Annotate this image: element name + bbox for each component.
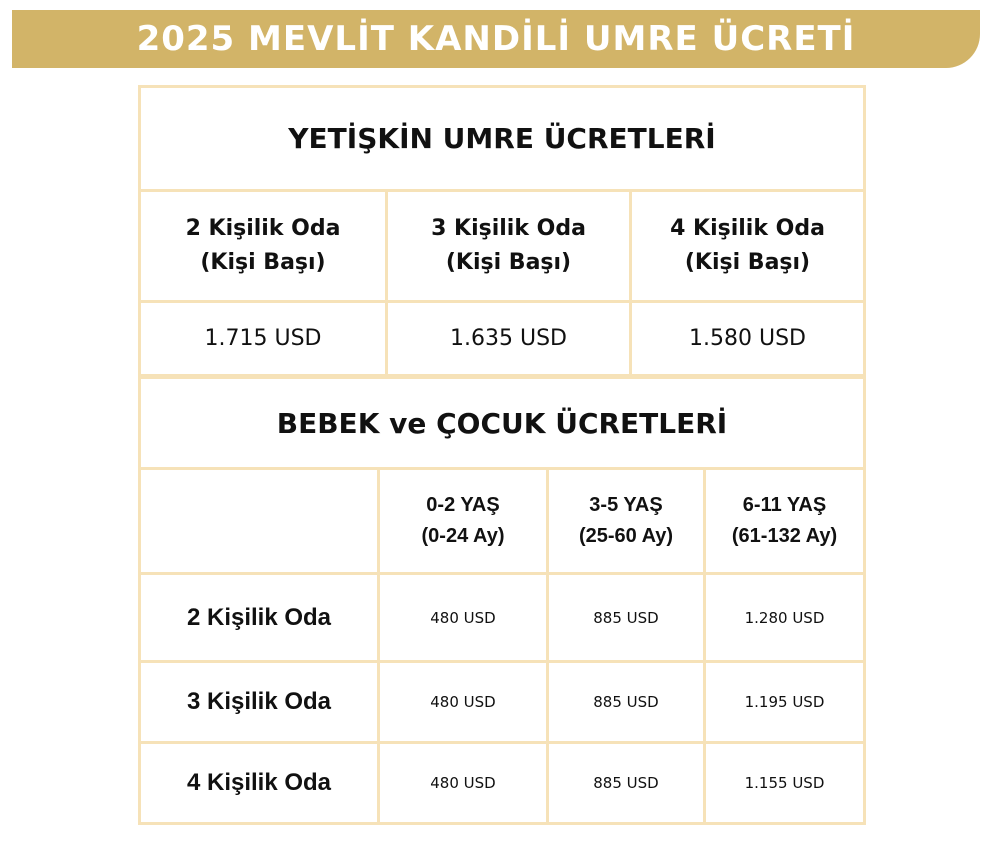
adult-price-value: 1.635 USD [450, 326, 567, 351]
adult-price-row [141, 300, 863, 374]
child-price-value: 1.280 USD [744, 608, 825, 627]
adult-room-label: 4 Kişilik Oda (Kişi Başı) [670, 216, 825, 275]
adult-price-value: 1.715 USD [204, 326, 322, 351]
child-age-header-row [141, 467, 863, 572]
room-type-label: 4 Kişilik Oda [186, 769, 332, 796]
adult-table-title-cell [141, 88, 863, 189]
child-price-cell [546, 575, 703, 660]
adult-price-value: 1.580 USD [689, 326, 806, 351]
adult-table-title: YETİŞKİN UMRE ÜCRETLERİ [288, 122, 716, 155]
child-price-cell [377, 663, 546, 741]
adult-room-label: 3 Kişilik Oda (Kişi Başı) [431, 216, 586, 275]
age-group-label: 3-5 YAŞ (25-60 Ay) [578, 494, 674, 547]
age-col-header [703, 470, 863, 572]
age-group-label: 0-2 YAŞ (0-24 Ay) [421, 494, 505, 547]
child-price-value: 1.195 USD [744, 693, 825, 711]
adult-col-header [141, 192, 385, 300]
child-price-cell [703, 663, 863, 741]
adult-room-header-row [141, 189, 863, 300]
child-price-cell [703, 744, 863, 822]
child-price-table [138, 376, 866, 825]
table-row [141, 572, 863, 660]
child-price-value: 885 USD [593, 608, 659, 627]
child-price-value: 480 USD [430, 774, 496, 792]
child-price-value: 885 USD [593, 774, 659, 792]
room-type-cell [141, 663, 377, 741]
room-type-cell [141, 744, 377, 822]
title-banner [12, 10, 980, 68]
child-price-value: 480 USD [430, 608, 496, 627]
child-table-title-cell [141, 379, 863, 467]
adult-room-label: 2 Kişilik Oda (Kişi Başı) [185, 216, 341, 275]
room-type-label: 3 Kişilik Oda [186, 688, 332, 715]
age-group-label: 6-11 YAŞ (61-132 Ay) [731, 494, 838, 547]
age-col-header [377, 470, 546, 572]
child-price-cell [377, 575, 546, 660]
age-col-header [546, 470, 703, 572]
child-price-cell [703, 575, 863, 660]
room-type-cell [141, 575, 377, 660]
child-table-title-row [141, 379, 863, 467]
empty-corner-cell [141, 470, 377, 572]
adult-col-header [629, 192, 863, 300]
child-price-value: 1.155 USD [744, 774, 825, 792]
adult-price-cell [141, 303, 385, 374]
child-price-cell [546, 663, 703, 741]
child-price-value: 885 USD [593, 693, 659, 711]
adult-price-cell [385, 303, 629, 374]
adult-table-title-row [141, 88, 863, 189]
child-price-cell [377, 744, 546, 822]
child-price-cell [546, 744, 703, 822]
page-title: 2025 MEVLİT KANDİLİ UMRE ÜCRETİ [136, 19, 856, 59]
table-row [141, 741, 863, 822]
adult-col-header [385, 192, 629, 300]
adult-price-table [138, 85, 866, 377]
table-row [141, 660, 863, 741]
child-price-value: 480 USD [430, 693, 496, 711]
adult-price-cell [629, 303, 863, 374]
child-table-title: BEBEK ve ÇOCUK ÜCRETLERİ [276, 406, 728, 440]
room-type-label: 2 Kişilik Oda [186, 603, 332, 631]
